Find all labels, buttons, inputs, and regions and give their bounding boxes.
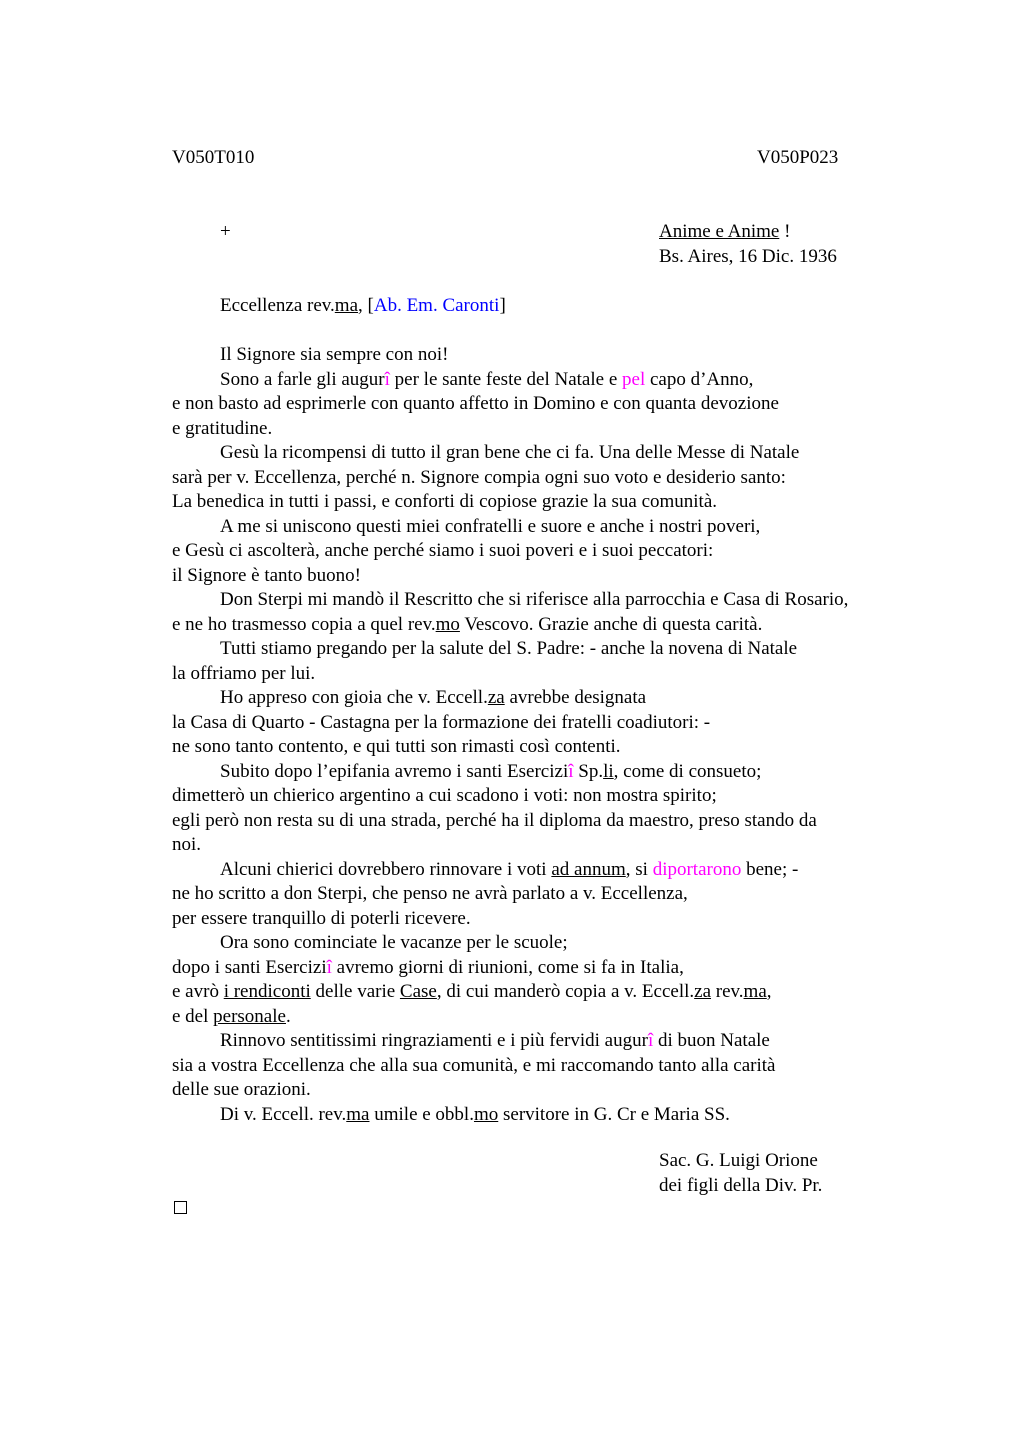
underlined-text: za [694,981,712,1002]
letter-line [172,931,848,956]
text-segment: egli però non resta su di una strada, perché ha il diploma da maestro, preso stando da [172,809,817,831]
underlined-text: li [603,760,614,782]
cross-mark: + [220,221,231,242]
text-segment: Vescovo. Grazie anche di questa carità. [459,613,763,635]
letter-line [172,833,848,858]
letter-line [172,1103,848,1128]
letter-line [172,564,848,589]
text-segment: di buon Natale [653,1030,770,1051]
text-segment: dimetterò un chierico argentino a cui scadono i voti: non mostra spirito; [172,785,717,806]
text-segment: Ora sono cominciate le vacanze per le scuole; [220,932,568,953]
motto-line [659,220,790,245]
letter-line [172,760,848,785]
highlighted-text: î [384,368,390,390]
text-segment: dopo i santi Esercizi [172,956,327,978]
text-segment: servitore in G. Cr e Maria SS. [498,1103,730,1125]
underlined-text: Case [399,981,437,1002]
letter-line [172,588,848,613]
letter-line [172,956,848,981]
text-segment: Alcuni chierici dovrebbero rinnovare i voti [220,858,552,880]
signature-title: dei figli della Div. Pr. [659,1175,823,1196]
underlined-text: i rendiconti [223,981,311,1002]
letter-line [172,637,848,662]
letter-line [172,882,848,907]
letter-line [172,515,848,540]
text-segment: capo d’Anno, [645,368,754,390]
text-segment: noi. [172,834,202,855]
text-segment: Il Signore sia sempre con noi! [220,344,449,365]
text-segment: Gesù la ricompensi di tutto il gran bene che ci fa. Una delle Messe di Natale [220,442,800,463]
text-segment: Tutti stiamo pregando per la salute del S. Padre: - anche la novena di Natale [220,638,798,659]
text-segment: Ho appreso con gioia che v. Eccell. [220,687,488,708]
text-segment: e gratitudine. [172,417,273,439]
document-code-right: V050P023 [757,147,839,168]
text-segment: Sp. [573,760,604,782]
letter-line [172,1005,848,1030]
highlighted-text: î [568,760,574,782]
text-segment: il Signore è tanto buono! [172,564,361,586]
text-segment: avrebbe designata [504,687,647,708]
letter-line [172,417,848,442]
motto: Anime e Anime [659,221,780,242]
letter-line [172,711,848,736]
text-segment: . [285,1005,291,1027]
text-segment: Don Sterpi mi mandò il Rescritto che si riferisce alla parrocchia e Casa di Rosario, [220,589,849,610]
text-segment: La benedica in tutti i passi, e conforti di copiose grazie la sua comunità. [172,491,718,512]
letter-line [172,1078,848,1103]
text-segment: , si [625,858,653,880]
text-segment: e del [172,1005,214,1027]
underlined-text: personale [213,1005,286,1027]
highlighted-text: diportarono [652,858,742,880]
letter-line [172,1029,848,1054]
text-segment: umile e obbl. [369,1103,474,1125]
letter-line [172,686,848,711]
text-segment: Subito dopo l’epifania avremo i santi Esercizi [220,760,569,782]
text-segment: ne ho scritto a don Sterpi, che penso ne avrà parlato a v. Eccellenza, [172,883,688,904]
salutation-part: , [ [358,295,374,316]
text-segment: A me si uniscono questi miei confratelli e suore e anche i nostri poveri, [220,515,761,537]
letter-body [172,343,848,1127]
text-segment: sia a vostra Eccellenza che alla sua comunità, e mi raccomando tanto alla carità [172,1054,776,1076]
text-segment: bene; - [741,858,799,880]
letter-line [172,441,848,466]
salutation-part: ma [334,295,359,316]
addressee-note: Ab. Em. Caronti [373,295,500,316]
text-segment: delle sue orazioni. [172,1079,311,1100]
text-segment: avremo giorni di riunioni, come si fa in Italia, [331,956,684,978]
underlined-text: ad annum [551,858,626,880]
text-segment: per essere tranquillo di poterli ricevere. [172,907,471,929]
letter-line [172,1054,848,1079]
text-segment: , di cui manderò copia a v. Eccell. [436,981,695,1002]
text-segment: e Gesù ci ascolterà, anche perché siamo i suoi poveri e i suoi peccatori: [172,540,714,561]
underlined-text: za [487,687,505,708]
place-date: Bs. Aires, 16 Dic. 1936 [659,246,837,267]
text-segment: Di v. Eccell. rev. [220,1103,347,1125]
highlighted-text: î [647,1030,654,1051]
text-segment: rev. [711,981,744,1002]
letter-line [172,466,848,491]
letter-line [172,662,848,687]
text-segment: Rinnovo sentitissimi ringraziamenti e i più fervidi augur [220,1030,648,1051]
letter-line [172,539,848,564]
letter-line [172,490,848,515]
letter-line [172,784,848,809]
letter-line [172,613,848,638]
letter-line [172,907,848,932]
underlined-text: ma [346,1103,370,1125]
text-segment: delle varie [310,981,400,1002]
text-segment: sarà per v. Eccellenza, perché n. Signore compia ogni suo voto e desiderio santo: [172,466,786,488]
signature-name: Sac. G. Luigi Orione [659,1150,818,1171]
end-mark-square [174,1201,187,1214]
text-segment: la Casa di Quarto - Castagna per la formazione dei fratelli coadiutori: - [172,711,711,733]
text-segment: Sono a farle gli augur [220,368,385,390]
text-segment: la offriamo per lui. [172,662,316,684]
letter-line [172,735,848,760]
motto-tail: ! [779,221,791,242]
text-segment: e non basto ad esprimerle con quanto affetto in Domino e con quanta devozione [172,393,779,414]
underlined-text: mo [473,1103,499,1125]
letter-line [172,858,848,883]
letter-line [172,980,848,1005]
text-segment: , [766,981,772,1002]
text-segment: per le sante feste del Natale e [389,368,623,390]
letter-line [172,343,848,368]
document-code-left: V050T010 [172,147,255,168]
text-segment: ne sono tanto contento, e qui tutti son rimasti così contenti. [172,736,621,757]
underlined-text: ma [743,981,767,1002]
salutation-part: Eccellenza rev. [220,295,335,316]
letter-line [172,368,848,393]
salutation [220,294,506,319]
text-segment: , come di consueto; [613,760,762,782]
letter-line [172,809,848,834]
letter-line [172,392,848,417]
text-segment: e ne ho trasmesso copia a quel rev. [172,613,436,635]
salutation-part: ] [499,295,506,316]
highlighted-text: î [326,956,332,978]
highlighted-text: pel [622,368,646,390]
underlined-text: mo [435,613,460,635]
text-segment: e avrò [172,981,224,1002]
